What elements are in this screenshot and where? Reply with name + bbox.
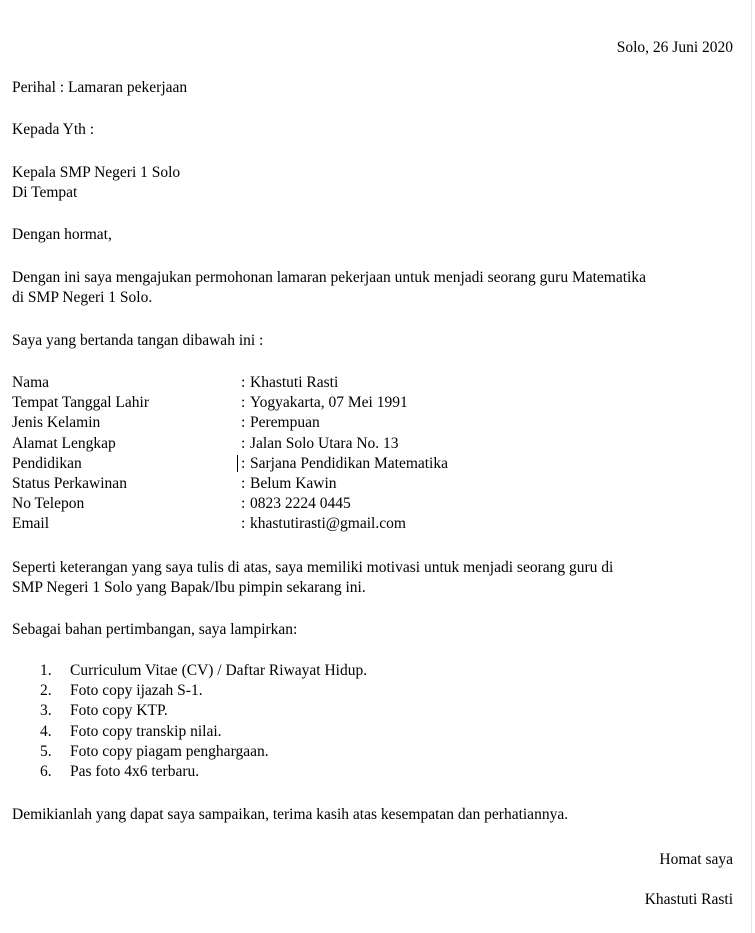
identity-value	[241, 373, 448, 393]
list-item-number: 5.	[40, 742, 52, 760]
list-item-label: Pas foto 4x6 terbaru.	[70, 763, 200, 781]
list-item-number: 4.	[40, 722, 52, 740]
table-row	[12, 494, 448, 514]
identity-value-text: Perempuan	[250, 414, 320, 432]
identity-label: Alamat Lengkap	[12, 434, 116, 452]
attachment-intro: Sebagai bahan pertimbangan, saya lampirkan:	[12, 621, 298, 638]
date-line: Solo, 26 Juni 2020	[616, 39, 733, 56]
subject-line: Perihal : Lamaran pekerjaan	[12, 79, 188, 96]
identity-value-text: Khastuti Rasti	[250, 374, 339, 391]
recipient-place: Di Tempat	[12, 184, 78, 201]
colon-separator: :	[241, 434, 246, 452]
identity-value-text: khastutirasti@gmail.com	[250, 515, 406, 533]
list-item	[0, 701, 367, 721]
identity-label: Status Perkawinan	[12, 475, 127, 493]
list-item-label: Foto copy KTP.	[70, 702, 168, 720]
intro-paragraph-line-2: di SMP Negeri 1 Solo.	[12, 289, 153, 306]
colon-separator: :	[241, 394, 246, 412]
list-item-number: 1.	[40, 662, 52, 679]
identity-value-text: Sarjana Pendidikan Matematika	[250, 454, 448, 472]
list-item	[0, 681, 367, 701]
list-item-number: 2.	[40, 682, 52, 700]
identity-label: Tempat Tanggal Lahir	[12, 394, 149, 412]
list-item	[0, 762, 367, 782]
identity-table-body	[12, 373, 448, 535]
table-row	[12, 373, 448, 393]
identity-value	[241, 393, 448, 413]
colon-separator: :	[241, 374, 246, 391]
signoff: Homat saya	[659, 851, 733, 868]
table-row	[12, 514, 448, 534]
list-item	[0, 722, 367, 742]
closing-paragraph: Demikianlah yang dapat saya sampaikan, terima kasih atas kesempatan dan perhatiannya.	[12, 806, 569, 823]
colon-separator: :	[241, 495, 246, 513]
motivation-paragraph-line-2: SMP Negeri 1 Solo yang Bapak/Ibu pimpin sekarang ini.	[12, 579, 366, 596]
page-edge-rule	[751, 0, 752, 933]
identity-value-text: Jalan Solo Utara No. 13	[250, 434, 399, 452]
identity-value	[241, 434, 448, 454]
attachment-list	[0, 661, 367, 782]
salutation: Dengan hormat,	[12, 226, 112, 243]
identity-label: Email	[12, 515, 50, 533]
identity-value-text: Belum Kawin	[250, 475, 337, 493]
identity-value	[241, 474, 448, 494]
table-row	[12, 454, 448, 474]
table-row	[12, 474, 448, 494]
colon-separator: :	[241, 414, 246, 432]
signature-name: Khastuti Rasti	[644, 891, 733, 908]
identity-value	[241, 454, 448, 474]
colon-separator: :	[241, 475, 246, 493]
identity-label: Nama	[12, 374, 50, 391]
list-item-number: 6.	[40, 763, 52, 781]
list-item-label: Foto copy transkip nilai.	[70, 722, 222, 740]
identity-intro: Saya yang bertanda tangan dibawah ini :	[12, 332, 264, 349]
identity-value	[241, 514, 448, 534]
identity-label: Pendidikan	[12, 454, 82, 472]
identity-label: Jenis Kelamin	[12, 414, 101, 432]
identity-value-text: 0823 2224 0445	[250, 495, 351, 513]
list-item-label: Curriculum Vitae (CV) / Daftar Riwayat Hidup.	[70, 662, 368, 679]
text-cursor-caret	[237, 455, 238, 472]
list-item	[0, 742, 367, 762]
intro-paragraph-line-1: Dengan ini saya mengajukan permohonan lamaran pekerjaan untuk menjadi seorang guru Matematika	[12, 269, 646, 286]
list-item-number: 3.	[40, 702, 52, 720]
table-row	[12, 413, 448, 433]
motivation-paragraph-line-1: Seperti keterangan yang saya tulis di atas, saya memiliki motivasi untuk menjadi seorang guru di	[12, 559, 614, 576]
recipient-label: Kepada Yth :	[12, 121, 95, 138]
identity-label: No Telepon	[12, 495, 85, 513]
list-item-label: Foto copy piagam penghargaan.	[70, 742, 269, 760]
table-row	[12, 434, 448, 454]
identity-value	[241, 413, 448, 433]
table-row	[12, 393, 448, 413]
list-item	[0, 661, 367, 681]
list-item-label: Foto copy ijazah S-1.	[70, 682, 203, 700]
colon-separator: :	[241, 454, 246, 472]
colon-separator: :	[241, 515, 246, 533]
recipient-name: Kepala SMP Negeri 1 Solo	[12, 164, 181, 181]
identity-value	[241, 494, 448, 514]
identity-table	[12, 373, 448, 535]
identity-value-text: Yogyakarta, 07 Mei 1991	[250, 394, 408, 412]
